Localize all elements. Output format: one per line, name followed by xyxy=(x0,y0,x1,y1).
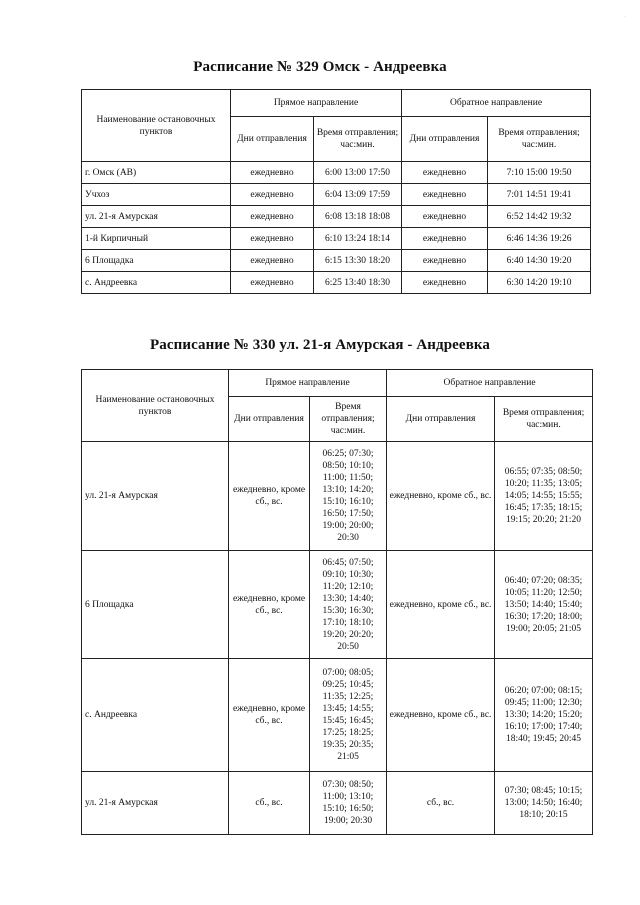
table-row xyxy=(82,442,593,551)
forward-time-header: Время отправления; час:мин. xyxy=(310,397,387,442)
corner-mark: · xyxy=(624,14,626,20)
forward-days: ежедневно xyxy=(231,250,314,272)
backward-times: 6:52 14:42 19:32 xyxy=(488,206,591,228)
forward-times: 6:25 13:40 18:30 xyxy=(314,272,402,294)
schedule-330-title: Расписание № 330 ул. 21-я Амурская - Андреевка xyxy=(149,337,491,353)
table-row xyxy=(82,659,593,772)
forward-days: ежедневно, кроме сб., вс. xyxy=(229,551,310,659)
backward-days: ежедневно xyxy=(402,206,488,228)
backward-times: 07:30; 08:45; 10:15; 13:00; 14:50; 16:40; 18:10; 20:15 xyxy=(495,772,593,835)
forward-times: 07:30; 08:50; 11:00; 13:10; 15:10; 16:50; 19:00; 20:30 xyxy=(310,772,387,835)
stop-name: ул. 21-я Амурская xyxy=(82,206,231,228)
backward-times: 6:46 14:36 19:26 xyxy=(488,228,591,250)
schedule-329-table xyxy=(81,89,591,294)
stop-name: 6 Площадка xyxy=(82,250,231,272)
forward-days: ежедневно xyxy=(231,228,314,250)
forward-times: 06:25; 07:30; 08:50; 10:10; 11:00; 11:50; 13:10; 14:20; 15:10; 16:10; 16:50; 17:50; 19:00; 20:00; 20:30 xyxy=(310,442,387,551)
forward-days: сб., вс. xyxy=(229,772,310,835)
forward-direction-header: Прямое направление xyxy=(231,90,402,117)
backward-times: 6:30 14:20 19:10 xyxy=(488,272,591,294)
table-row xyxy=(82,206,591,228)
backward-times: 7:01 14:51 19:41 xyxy=(488,184,591,206)
stop-name-header: Наименование остановочных пунктов xyxy=(82,90,231,162)
backward-time-header: Время отправления; час:мин. xyxy=(488,117,591,162)
backward-days: ежедневно xyxy=(402,162,488,184)
table-row xyxy=(82,551,593,659)
backward-days: ежедневно xyxy=(402,250,488,272)
backward-days: ежедневно xyxy=(402,228,488,250)
stop-name: г. Омск (АВ) xyxy=(82,162,231,184)
backward-days: ежедневно xyxy=(402,272,488,294)
stop-name: Учхоз xyxy=(82,184,231,206)
backward-time-header: Время отправления; час:мин. xyxy=(495,397,593,442)
backward-days: ежедневно xyxy=(402,184,488,206)
stop-name: 1-й Кирпичный xyxy=(82,228,231,250)
forward-times: 06:45; 07:50; 09:10; 10:30; 11:20; 12:10; 13:30; 14:40; 15:30; 16:30; 17:10; 18:10; 19:20; 20:20; 20:50 xyxy=(310,551,387,659)
forward-days: ежедневно xyxy=(231,206,314,228)
backward-days: ежедневно, кроме сб., вс. xyxy=(387,659,495,772)
stop-name: с. Андреевка xyxy=(82,272,231,294)
schedule-330-table xyxy=(81,369,593,835)
table-row xyxy=(82,184,591,206)
forward-days: ежедневно, кроме сб., вс. xyxy=(229,659,310,772)
forward-times: 6:10 13:24 18:14 xyxy=(314,228,402,250)
forward-days: ежедневно xyxy=(231,184,314,206)
forward-times: 6:00 13:00 17:50 xyxy=(314,162,402,184)
backward-times: 06:40; 07:20; 08:35; 10:05; 11:20; 12:50; 13:50; 14:40; 15:40; 16:30; 17:20; 18:00; 19:00; 20:05; 21:05 xyxy=(495,551,593,659)
backward-days-header: Дни отправления xyxy=(387,397,495,442)
stop-name: ул. 21-я Амурская xyxy=(82,772,229,835)
backward-direction-header: Обратное направление xyxy=(387,370,593,397)
forward-days-header: Дни отправления xyxy=(229,397,310,442)
table-row xyxy=(82,272,591,294)
forward-times: 6:15 13:30 18:20 xyxy=(314,250,402,272)
backward-direction-header: Обратное направление xyxy=(402,90,591,117)
forward-days: ежедневно, кроме сб., вс. xyxy=(229,442,310,551)
schedule-329-title: Расписание № 329 Омск - Андреевка xyxy=(193,59,447,75)
table-row xyxy=(82,772,593,835)
backward-times: 06:20; 07:00; 08:15; 09:45; 11:00; 12:30; 13:30; 14:20; 15:20; 16:10; 17:00; 17:40; 18:40; 19:45; 20:45 xyxy=(495,659,593,772)
forward-days: ежедневно xyxy=(231,272,314,294)
table-row xyxy=(82,250,591,272)
backward-days-header: Дни отправления xyxy=(402,117,488,162)
forward-times: 07:00; 08:05; 09:25; 10:45; 11:35; 12:25; 13:45; 14:55; 15:45; 16:45; 17:25; 18:25; 19:35; 20:35; 21:05 xyxy=(310,659,387,772)
backward-times: 06:55; 07:35; 08:50; 10:20; 11:35; 13:05; 14:05; 14:55; 15:55; 16:45; 17:35; 18:15; 19:15; 20:20; 21:20 xyxy=(495,442,593,551)
backward-days: ежедневно, кроме сб., вс. xyxy=(387,442,495,551)
backward-times: 7:10 15:00 19:50 xyxy=(488,162,591,184)
stop-name: ул. 21-я Амурская xyxy=(82,442,229,551)
table-row xyxy=(82,228,591,250)
forward-days: ежедневно xyxy=(231,162,314,184)
backward-days: сб., вс. xyxy=(387,772,495,835)
stop-name: с. Андреевка xyxy=(82,659,229,772)
forward-time-header: Время отправления; час:мин. xyxy=(314,117,402,162)
table-row xyxy=(82,162,591,184)
backward-times: 6:40 14:30 19:20 xyxy=(488,250,591,272)
forward-times: 6:08 13:18 18:08 xyxy=(314,206,402,228)
stop-name-header: Наименование остановочных пунктов xyxy=(82,370,229,442)
forward-direction-header: Прямое направление xyxy=(229,370,387,397)
backward-days: ежедневно, кроме сб., вс. xyxy=(387,551,495,659)
forward-days-header: Дни отправления xyxy=(231,117,314,162)
forward-times: 6:04 13:09 17:59 xyxy=(314,184,402,206)
stop-name: 6 Площадка xyxy=(82,551,229,659)
